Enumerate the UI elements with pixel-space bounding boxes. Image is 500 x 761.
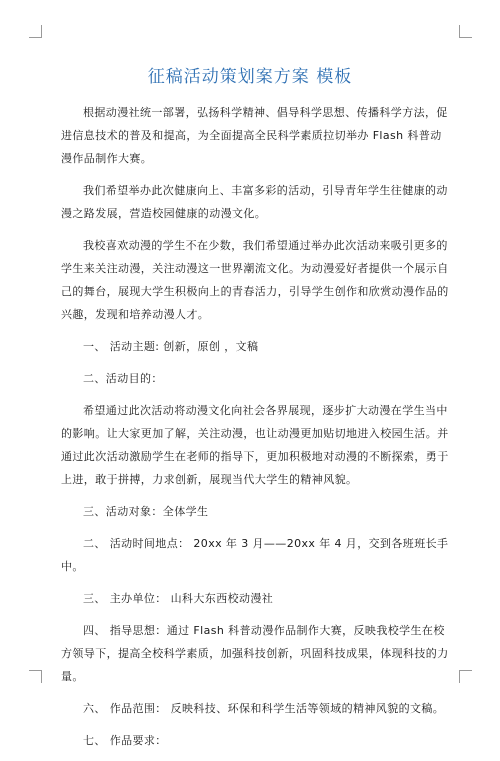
paragraph-purpose: 希望通过此次活动将动漫文化向社会各界展现，逐步扩大动漫在学生当中的影响。让大家更加了解，关注动漫，也让动漫更加贴切地进入校园生活。并通过此次活动激励学生在老师的指导下，更加积极地对动漫的不断探索，勇于上进，敢于拼搏，力求创新，展现当代大学生的精神风貌。 (61, 404, 449, 486)
section-audience: 三、活动对象：全体学生 (83, 505, 209, 518)
document-body (61, 101, 449, 761)
section-purpose-heading: 二、活动目的： (83, 372, 163, 385)
paragraph-intro: 根据动漫社统一部署，弘扬科学精神、倡导科学思想、传播科学方法，促进信息技术的普及和提高，为全面提高全民科学素质拉切举办 Flash 科普动漫作品制作大赛。 (61, 106, 448, 165)
paragraph-background: 我校喜欢动漫的学生不在少数，我们希望通过举办此次活动来吸引更多的学生来关注动漫，关注动漫这一世界潮流文化。为动漫爱好者提供一个展示自己的舞台，展现大学生积极向上的青春活力，引导学生创作和欣赏动漫作品的兴趣，发现和培养动漫人才。 (61, 239, 449, 321)
section-guiding-idea: 四、 指导思想：通过 Flash 科普动漫作品制作大赛，反映我校学生在校方领导下，提高全校科学素质，加强科技创新，巩固科技成果，体现科技的力量。 (61, 624, 449, 683)
section-time-place: 二、 活动时间地点： 20xx 年 3 月——20xx 年 4 月，交到各班班长手中。 (61, 537, 449, 573)
document-title: 征稿活动策划案方案 模板 (147, 67, 353, 87)
crop-mark-bottom-left (29, 670, 42, 683)
crop-mark-bottom-right (459, 670, 472, 683)
section-scope: 六、 作品范围： 反映科技、环保和科学生活等领域的精神风貌的文稿。 (83, 702, 445, 715)
crop-mark-top-right (459, 25, 472, 38)
section-theme: 一、 活动主题: 创新，原创 ，文稿 (83, 340, 259, 353)
paragraph-hope: 我们希望举办此次健康向上、丰富多彩的活动，引导青年学生往健康的动漫之路发展，营造校园健康的动漫文化。 (61, 184, 448, 220)
crop-mark-top-left (29, 25, 42, 38)
section-organizer: 三、 主办单位： 山科大东西校动漫社 (83, 592, 274, 605)
section-requirements: 七、 作品要求： (83, 734, 167, 747)
